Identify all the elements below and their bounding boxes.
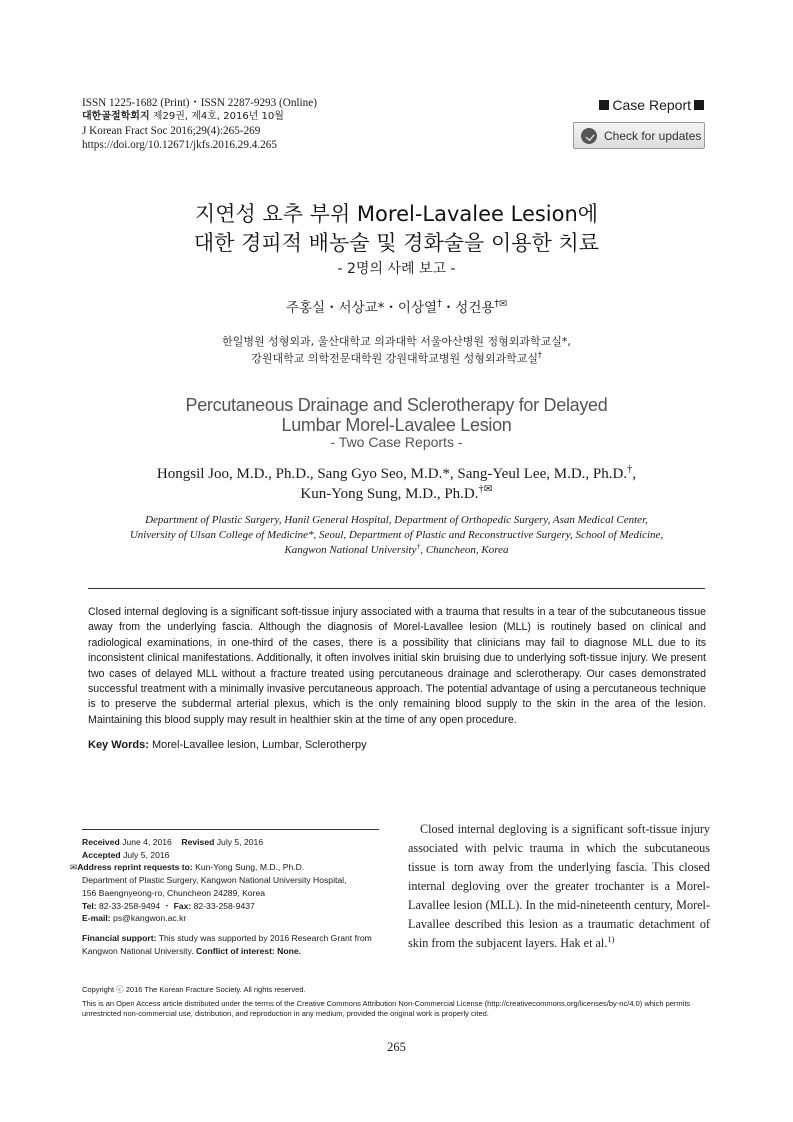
citation: J Korean Fract Soc 2016;29(4):265-269 [82,125,261,137]
square-bullet-icon [599,100,609,110]
korean-subtitle: - 2명의 사례 보고 - [337,261,456,277]
copyright-notice: Copyright ⓒ 2016 The Korean Fracture Society. All rights reserved. This is an Open Access article distributed under the terms of the Creative Commons Attribution Non-Commercial License (http://creativecommons.org/licenses/by-nc/4.0) which permits unrestricted non-commercial use, distribution, and reproduction in any medium, provided the original work is properly cited. [82,985,691,1018]
envelope-icon: ✉ [483,484,493,495]
issn: ISSN 1225-1682 (Print)・ISSN 2287-9293 (Online) [82,97,317,109]
abstract: Closed internal degloving is a significant soft-tissue injury associated with a trauma that results in a tear of the subcutaneous tissue away from the underlying fascia. Although the diagnosis of Morel-Lavallee lesion (MLL) is routinely based on clinical and radiological examinations, in one-third of the cases, there is a possibility that clinicians may fail to diagnose MLL due to its inconsistent clinical manifestations. Additionally, it often involves initial skin bruising due to underlying soft-tissue injury. We present two cases of delayed MLL without a fracture treated using percutaneous drainage and sclerotherapy. Our cases demonstrated successful treatment with a minimally invasive percutaneous approach. The potential advantage of using a percutaneous technique is to preserve the subdermal arterial plexus, which is the only remaining blood supply to the skin in the area of the lesion. Maintaining this blood supply may result in healthier skin at the time of any open procedure. [88,606,706,726]
body-text: Closed internal degloving is a significant soft-tissue injury associated with pelvic trauma in which the subcutaneous tissue is torn away from the underlying fascia. This closed internal degloving over the greater trochanter is a Morel-Lavallee lesion (MLL). In the mid-nineteenth century, Morel-Lavallee described this lesion as a traumatic detachment of skin from the subjacent layers. Hak et al.$^{1)}$ [408,822,710,950]
address: ✉Address reprint requests to: Kun-Yong Sung, M.D., Ph.D. [70,862,305,873]
section-divider [88,588,705,589]
english-title: Percutaneous Drainage and Sclerotherapy for Delayed Lumbar Morel-Lavalee Lesion [185,395,608,435]
article-type: Case Report [596,97,707,113]
korean-affiliations: 한일병원 성형외과, 울산대학교 의과대학 서울아산병원 정형외과학교실*, 강원대학교 의학전문대학원 강원대학교병원 성형외과학교실† [222,335,571,365]
english-affiliations: Department of Plastic Surgery, Hanil General Hospital, Department of Orthopedic Surgery, Asan Medical Center, University of Ulsan College of Medicine*, Seoul, Department of Plastic and Reconstructive Surgery, School of Medicine, Kangwon National University†, Chuncheon, Korea [129,514,664,556]
english-authors: Hongsil Joo, M.D., Ph.D., Sang Gyo Seo, M.D.*, Sang-Yeul Lee, M.D., Ph.D.†, Kun-Yong Sung, M.D., Ph.D.†✉ [156,464,637,502]
doi-link[interactable]: https://doi.org/10.12671/jkfs.2016.29.4.265 [82,139,277,151]
english-subtitle: - Two Case Reports - [330,434,463,450]
journal-volume-kr: 대한골절학회지 제29권, 제4호, 2016년 10월 [82,111,284,122]
check-circle-icon [581,128,597,144]
korean-authors: 주홍실・서상교*・이상열†・성건용†✉ [285,298,508,316]
journal-metadata [82,96,317,152]
page-number: 265 [387,1040,406,1054]
envelope-icon: ✉ [70,862,78,873]
check-for-updates-button[interactable]: Check for updates [573,122,705,149]
square-bullet-icon [694,100,704,110]
keywords: Key Words: Morel-Lavallee lesion, Lumbar, Sclerotherpy [88,739,367,751]
email[interactable]: E-mail: ps@kangwon.ac.kr [82,913,187,924]
envelope-icon: ✉ [499,298,508,310]
reference-marker[interactable]: 1) [607,933,615,944]
financial-support: Financial support: This study was supported by 2016 Research Grant from Kangwon National University. Conflict of interest: None. [82,932,372,956]
korean-title: 지연성 요추 부위 Morel-Lavalee Lesion에 대한 경피적 배농술 및 경화술을 이용한 치료 [193,202,600,255]
correspondence-footnote: Received June 4, 2016 Revised July 5, 2016 Accepted July 5, 2016 ✉Address reprint requests to: Kun-Yong Sung, M.D., Ph.D. Department of Plastic Surgery, Kangwon National University Hospital, 156 Baengnyeong-ro, Chuncheon 24289, Korea Tel: 82-33-258-9494 ・ Fax: 82-33-258-9437 E-mail: ps@kangwon.ac.kr Financial support: This study was supported by 2016 Research Grant from Kangwon National University. Conflict of interest: None. [82,829,379,957]
accepted-date: Accepted July 5, 2016 [82,849,170,860]
received-date: Received June 4, 2016 Revised July 5, 2016 [82,837,264,847]
